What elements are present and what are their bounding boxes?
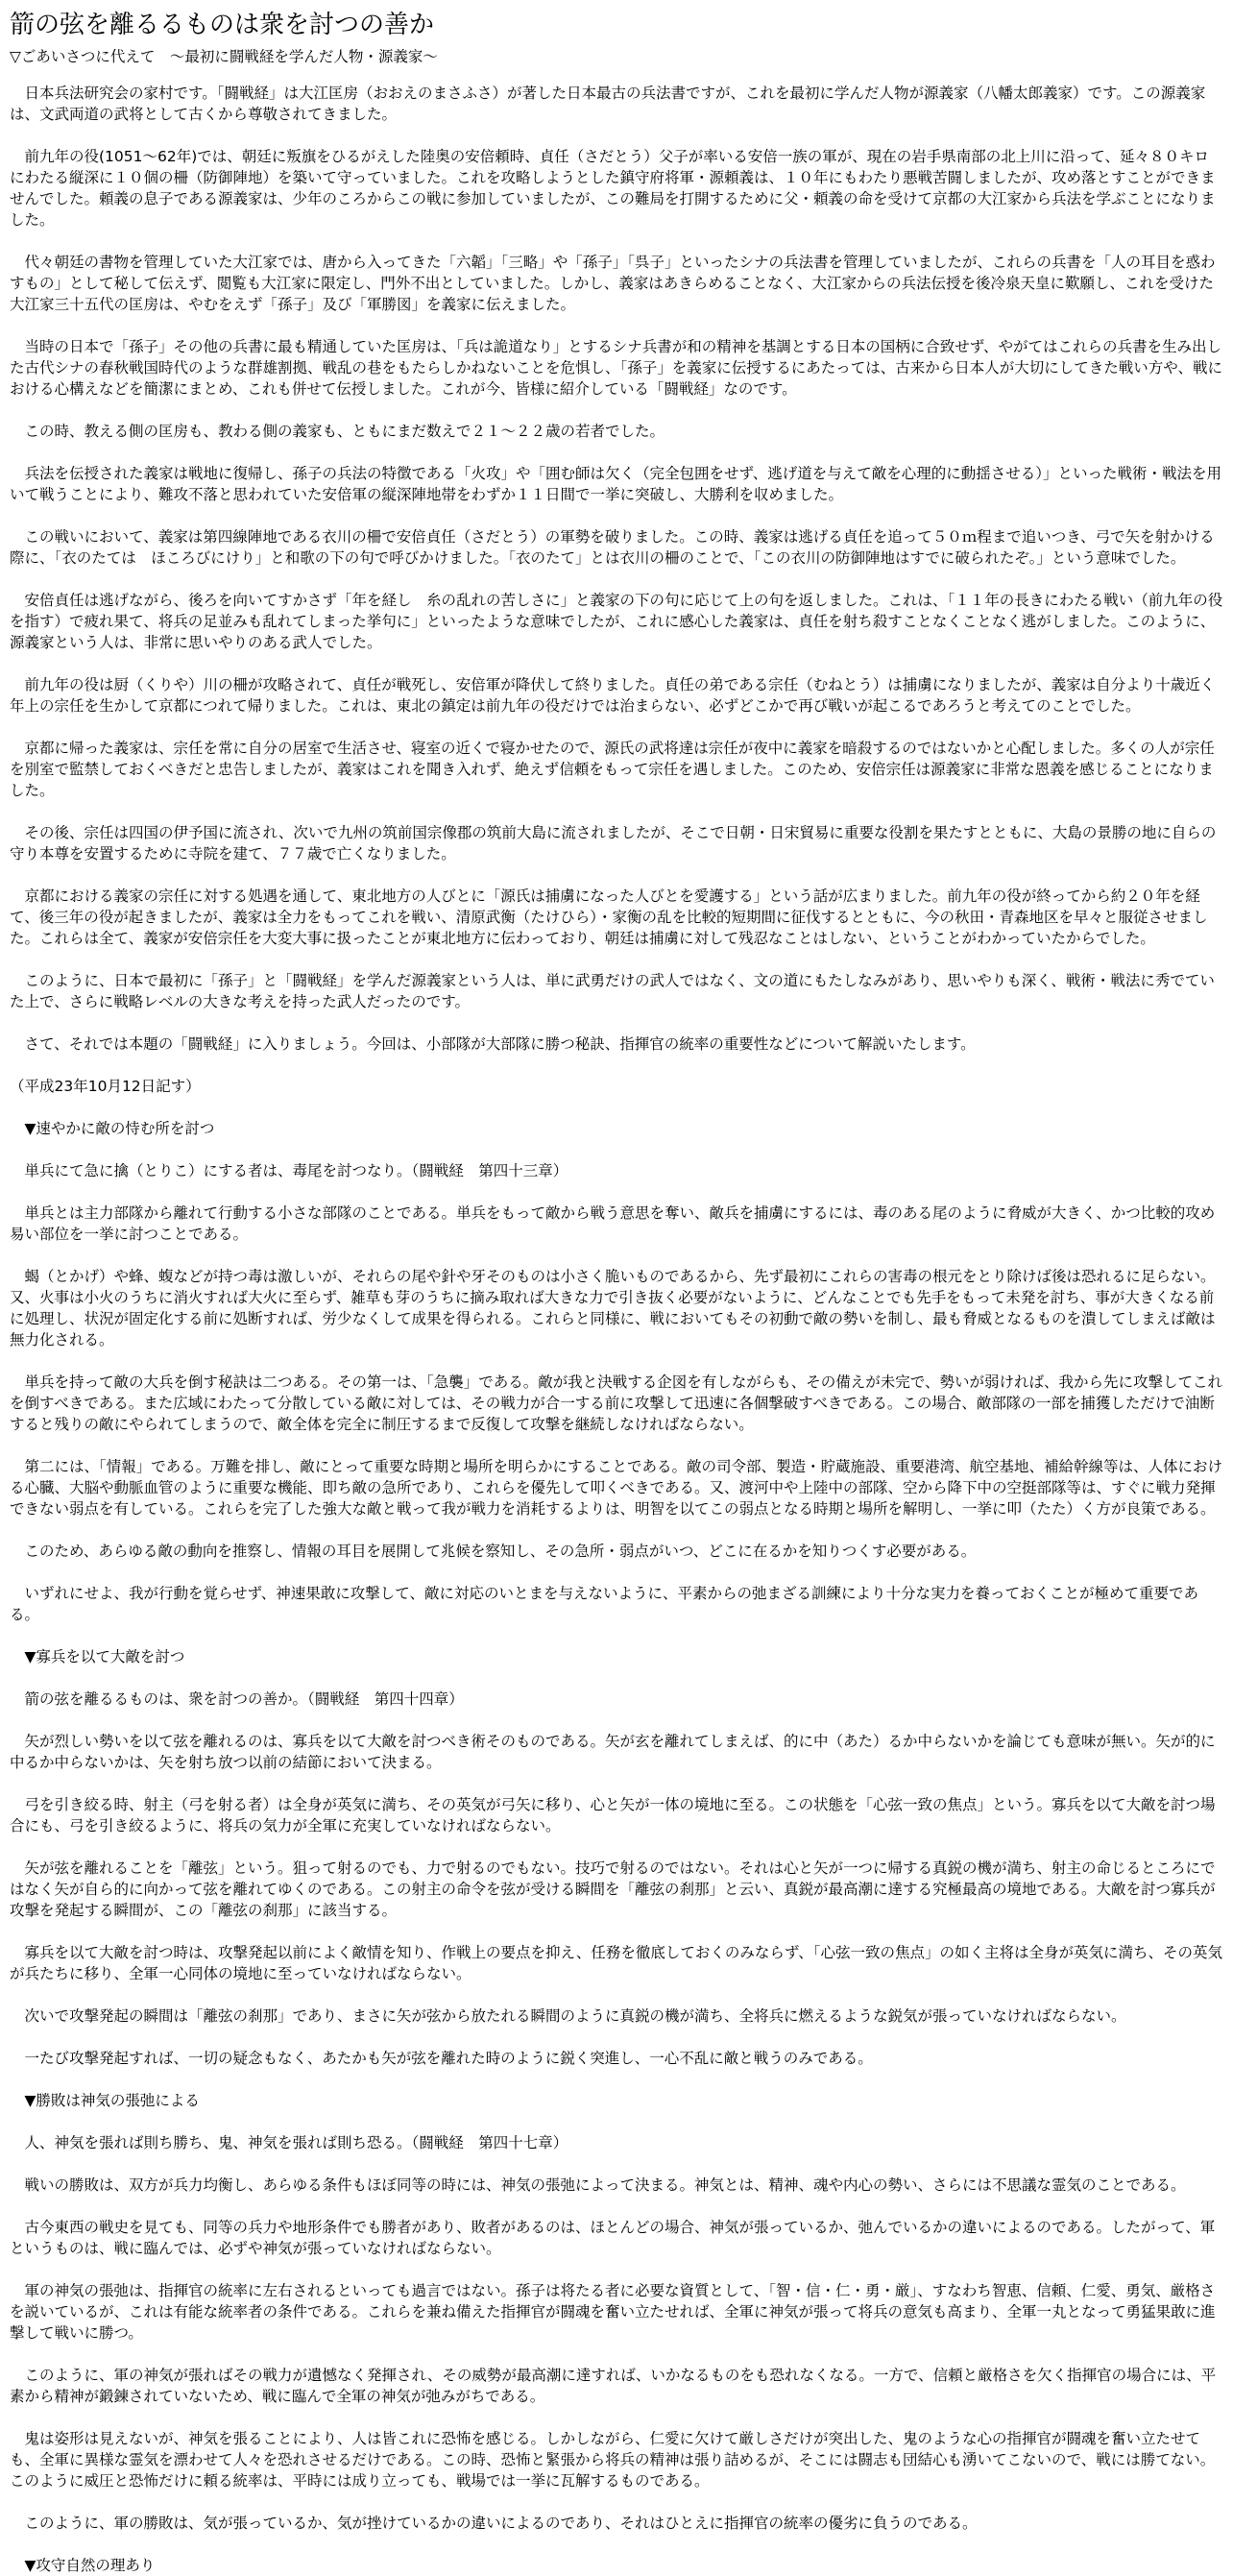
paragraph: 古今東西の戦史を見ても、同等の兵力や地形条件でも勝者があり、敗者があるのは、ほとんどの場合、神気が張っているか、弛んでいるかの違いによるのである。したがって、軍というものは、戦に臨んでは、必ずや神気が張っていなければならない。 [10,2219,1216,2257]
paragraph: 蝎（とかげ）や蜂、蝮などが持つ毒は激しいが、それらの尾や針や牙そのものは小さく脆いものであるから、先ず最初にこれらの害毒の根元をとり除けば後は恐れるに足らない。又、火事は小火のうちに消火すれば大火に至らず、雑草も芽のうちに摘み取れば大きな力で引き抜く必要がないように、どんなことでも先手をもって未発を討ち、事が大きくなる前に処理し、状況が固定化する前に処断すれば、労少なくして成果を得られる。これらと同様に、戦においてもその初動で敵の勢いを制し、最も脅威となるものを潰してしまえば敵は無力化される。 [10,1268,1216,1349]
section-heading: ▼攻守自然の理あり [24,2557,156,2574]
paragraph: 次いで攻撃発起の瞬間は「離弦の刹那」であり、まさに矢が弦から放たれる瞬間のように真鋭の機が満ち、全将兵に燃えるような鋭気が張っていなければならない。 [24,2007,1126,2025]
article [0,10,1233,2576]
paragraph: 兵法を伝授された義家は戦地に復帰し、孫子の兵法の特徴である「火攻」や「囲む師は欠く（完全包囲をせず、逃げ道を与えて敵を心理的に動揺させる）」といった戦術・戦法を用いて戦うことにより、難攻不落と思われていた安倍軍の縦深陣地帯をわずか１１日間で一挙に突破し、大勝利を収めました。 [10,465,1222,503]
intro-section [10,83,1223,1055]
paragraph: 前九年の役(1051～62年)では、朝廷に叛旗をひるがえした陸奥の安倍頼時、貞任（さだとう）父子が率いる安倍一族の軍が、現在の岩手県南部の北上川に沿って、延々８０キロにわたる縦深に１０個の柵（防御陣地）を築いて守っていました。これを攻略しようとした鎮守府将軍・源頼義は、１０年にもわたり悪戦苦闘しましたが、攻め落とすことができませんでした。頼義の息子である源義家は、少年のころからこの戦に参加していましたが、この難局を打開するために父・頼義の命を受けて京都の大江家から兵法を学ぶことになりました。 [10,148,1216,229]
paragraph: 寡兵を以て大敵を討つ時は、攻撃発起以前によく敵情を知り、作戦上の要点を抑え、任務を徹底しておくのみならず、「心弦一致の焦点」の如く主将は全身が英気に満ち、その英気が兵たちに移り、全軍一心同体の境地に至っていなければならない。 [10,1944,1222,1982]
content-section [10,2555,1223,2576]
paragraph: 単兵を持って敵の大兵を倒す秘訣は二つある。その第一は、「急襲」である。敵が我と決戦する企図を有しながらも、その備えが未完で、勢いが弱ければ、我から先に攻撃してこれを倒すべきである。また広域にわたって分散している敵に対しては、その戦力が合一する前に攻撃して迅速に各個撃破すべきである。この場合、敵部隊の一部を捕獲しただけで油断すると残りの敵にやられてしまうので、敵全体を完全に制圧するまで反復して攻撃を継続しなければならない。 [10,1373,1222,1433]
paragraph: 矢が烈しい勢いを以て弦を離れるのは、寡兵を以て大敵を討つべき術そのものである。矢が玄を離れてしまえば、的に中（あた）るか中らないかを論じても意味が無い。矢が的に中るか中らないかは、矢を射ち放つ以前の結節において決まる。 [10,1733,1216,1771]
paragraph: 日本兵法研究会の家村です。「闘戦経」は大江匡房（おおえのまさふさ）が著した日本最古の兵法書ですが、これを最初に学んだ人物が源義家（八幡太郎義家）です。この源義家は、文武両道の武将として古くから尊敬されてきました。 [10,85,1206,123]
page-title: 箭の弦を離るるものは衆を討つの善か [10,11,435,39]
section-heading: ▼寡兵を以て大敵を討つ [24,1648,185,1665]
paragraph: 弓を引き絞る時、射主（弓を射る者）は全身が英気に満ち、その英気が弓矢に移り、心と矢が一体の境地に至る。この状態を「心弦一致の焦点」という。寡兵を以て大敵を討つ場合にも、弓を引き絞るように、将兵の気力が全軍に充実していなければならない。 [10,1796,1216,1835]
paragraph: さて、それでは本題の「闘戦経」に入りましょう。今回は、小部隊が大部隊に勝つ秘訣、指揮官の統率の重要性などについて解説いたします。 [24,1035,976,1053]
paragraph: 軍の神気の張弛は、指揮官の統率に左右されるといっても過言ではない。孫子は将たる者に必要な資質として、「智・信・仁・勇・厳」、すなわち智恵、信頼、仁愛、勇気、厳格さを説いているが、これは有能な統率者の条件である。これらを兼ね備えた指揮官が闘魂を奮い立たせれば、全軍に神気が張って将兵の意気も高まり、全軍一丸となって勇猛果敢に進撃して戦いに勝つ。 [10,2282,1216,2342]
paragraph: この戦いにおいて、義家は第四線陣地である衣川の柵で安倍貞任（さだとう）の軍勢を破りました。この時、義家は逃げる貞任を追って５０ｍ程まで追いつき、弓で矢を射かける際に、「衣のたては ほころびにけり」と和歌の下の句で呼びかけました。「衣のたて」とは衣川の柵のことで、「この衣川の防御陣地はすでに破られたぞ。」という意味でした。 [10,528,1215,567]
paragraph: 単兵にて急に擒（とりこ）にする者は、毒尾を討つなり。（闘戦経 第四十三章） [24,1162,568,1179]
paragraph: 安倍貞任は逃げながら、後ろを向いてすかさず「年を経し 糸の乱れの苦しさに」と義家の下の句に応じて上の句を返しました。これは、「１１年の長きにわたる戦い（前九年の役を指す）で疲れ果て、将兵の足並みも乱れてしまった挙句に」といったような意味でしたが、これに感心した義家は、貞任を射ち殺すことなくことなく逃がしました。このように、源義家という人は、非常に思いやりのある武人でした。 [10,592,1223,651]
paragraph: 単兵とは主力部隊から離れて行動する小さな部隊のことである。単兵をもって敵から戦う意思を奪い、敵兵を捕虜にするには、毒のある尾のように脅威が大きく、かつ比較的攻め易い部位を一挙に討つことである。 [10,1204,1216,1243]
paragraph: 矢が弦を離れることを「離弦」という。狙って射るのでも、力で射るのでもない。技巧で射るのではない。それは心と矢が一つに帰する真鋭の機が満ち、射主の命じるところにではなく矢が自ら的に向かって弦を離れてゆくのである。この射主の命令を弦が受ける瞬間を「離弦の刹那」と云い、真鋭が最高潮に達する究極最高の境地である。大敵を討つ寡兵が攻撃を発起する瞬間が、この「離弦の刹那」に該当する。 [10,1859,1216,1919]
paragraph: 代々朝廷の書物を管理していた大江家では、唐から入ってきた「六韜」「三略」や「孫子」「呉子」といったシナの兵法書を管理していましたが、これらの兵書を「人の耳目を惑わすもの」として秘して伝えず、閲覧も大江家に限定し、門外不出としていました。しかし、義家はあきらめることなく、大江家からの兵法伝授を後冷泉天皇に歎願し、これを受けた大江家三十五代の匡房は、やむをえず「孫子」及び「軍勝図」を義家に伝えました。 [10,254,1216,313]
paragraph: このように、日本で最初に「孫子」と「闘戦経」を学んだ源義家という人は、単に武勇だけの武人ではなく、文の道にもたしなみがあり、思いやりも深く、戦術・戦法に秀でていた上で、さらに戦略レベルの大きな考えを持った武人だったのです。 [10,972,1215,1010]
paragraph: このように、軍の勝敗は、気が張っているか、気が挫けているかの違いによるのであり、それはひとえに指揮官の統率の優劣に負うのである。 [24,2515,978,2532]
paragraph: 京都に帰った義家は、宗任を常に自分の居室で生活させ、寝室の近くで寝かせたので、源氏の武将達は宗任が夜中に義家を暗殺するのではないかと心配しました。多くの人が宗任を別室で監禁しておくべきだと忠告しましたが、義家はこれを聞き入れず、絶えず信頼をもって宗任を遇しました。このため、安倍宗任は源義家に非常な恩義を感じることになりました。 [10,740,1215,799]
paragraph: 箭の弦を離るるものは、衆を討つの善か。（闘戦経 第四十四章） [24,1690,464,1708]
page-subtitle: ▽ごあいさつに代えて ～最初に闘戦経を学んだ人物・源義家～ [10,48,438,65]
paragraph: 一たび攻撃発起すれば、一切の疑念もなく、あたかも矢が弦を離れた時のように鋭く突進し、一心不乱に敵と戦うのみである。 [24,2050,873,2067]
paragraph: 戦いの勝敗は、双方が兵力均衡し、あらゆる条件もほぼ同等の時には、神気の張弛によって決まる。神気とは、精神、魂や内心の勢い、さらには不思議な霊気のことである。 [24,2176,1186,2194]
paragraph: 前九年の役は厨（くりや）川の柵が攻略されて、貞任が戦死し、安倍軍が降伏して終りました。貞任の弟である宗任（むねとう）は捕虜になりましたが、義家は自分より十歳近く年上の宗任を生かして京都につれて帰りました。これは、東北の鎮定は前九年の役だけでは治まらない、必ずどこかで再び戦いが起こるであろうと考えてのことでした。 [10,676,1216,715]
paragraph: このように、軍の神気が張ればその戦力が遺憾なく発揮され、その威勢が最高潮に達すれば、いかなるものをも恐れなくなる。一方で、信頼と厳格さを欠く指揮官の場合には、平素から精神が鍛錬されていないため、戦に臨んで全軍の神気が弛みがちである。 [10,2367,1217,2405]
paragraph: このため、あらゆる敵の動向を推察し、情報の耳目を展開して兆候を察知し、その急所・弱点がいつ、どこに在るかを知りつくす必要がある。 [24,1543,977,1560]
paragraph: その後、宗任は四国の伊予国に流され、次いで九州の筑前国宗像郡の筑前大島に流されましたが、そこで日朝・日宋貿易に重要な役割を果たすとともに、大島の景勝の地に自らの守り本尊を安置するために寺院を建て、７７歳で亡くなりました。 [10,824,1217,863]
content-section [10,1118,1223,1625]
paragraph: 鬼は姿形は見えないが、神気を張ることにより、人は皆これに恐怖を感じる。しかしながら、仁愛に欠けて厳しさだけが突出した、鬼のような心の指揮官が闘魂を奮い立たせても、全軍に異様な霊気を漂わせて人々を恐れさせるだけである。この時、恐怖と緊張から将兵の精神は張り詰めるが、そこには闘志も団結心も湧いてこないので、戦には勝てない。このように威圧と恐怖だけに頼る統率は、平時には成り立っても、戦場では一挙に瓦解するものである。 [10,2430,1216,2490]
paragraph: 人、神気を張れば則ち勝ち、鬼、神気を張れば則ち恐る。（闘戦経 第四十七章） [24,2134,568,2151]
paragraph: 当時の日本で「孫子」その他の兵書に最も精通していた匡房は、「兵は詭道なり」とするシナ兵書が和の精神を基調とする日本の国柄に合致せず、やがてはこれらの兵書を生み出した古代シナの春秋戦国時代のような群雄割拠、戦乱の巷をもたらしかねないことを危惧し、「孫子」を義家に伝授するにあたっては、古来から日本人が大切にしてきた戦い方や、戦における心構えなどを簡潔にまとめ、これも併せて伝授しました。これが今、皆様に紹介している「闘戦経」なのです。 [10,338,1222,398]
paragraph: 京都における義家の宗任に対する処遇を通して、東北地方の人びとに「源氏は捕虜になった人びとを愛護する」という話が広まりました。前九年の役が終ってから約２０年を経て、後三年の役が起きましたが、義家は全力をもってこれを戦い、清原武衡（たけひら）・家衡の乱を比較的短期間に征伐するとともに、今の秋田・青森地区を早々と服従させました。これらは全て、義家が安倍宗任を大変大事に扱ったことが東北地方に伝わっており、朝廷は捕虜に対して残忍なことはしない、ということがわかっていたからでした。 [10,887,1208,947]
content-section [10,1646,1223,2069]
section-heading: ▼勝敗は神気の張弛による [24,2092,200,2109]
paragraph: 第二には、「情報」である。万難を排し、敵にとって重要な時期と場所を明らかにすることである。敵の司令部、製造・貯蔵施設、重要港湾、航空基地、補給幹線等は、人体における心臓、大脳や動脈血管のように重要な機能、即ち敵の急所であり、これらを優先して叩くべきである。又、渡河中や上陸中の部隊、空から降下中の空挺部隊等は、すぐに戦力発揮できない弱点を有している。これらを完了した強大な敵と戦って我が戦力を消耗するよりは、明智を以てこの弱点となる時期と場所を解明し、一挙に叩（たた）く方が良策である。 [10,1458,1222,1518]
paragraph: いずれにせよ、我が行動を覚らせず、神速果敢に攻撃して、敵に対応のいとまを与えないように、平素からの弛まざる訓練により十分な実力を養っておくことが極めて重要である。 [10,1585,1198,1623]
sections-container [10,1118,1223,2576]
date-note: （平成23年10月12日記す） [10,1078,201,1095]
section-heading: ▼速やかに敵の恃む所を討つ [24,1120,215,1137]
paragraph: この時、教える側の匡房も、教わる側の義家も、ともにまだ数えで２１～２２歳の若者でした。 [24,423,665,440]
content-section [10,2090,1223,2534]
